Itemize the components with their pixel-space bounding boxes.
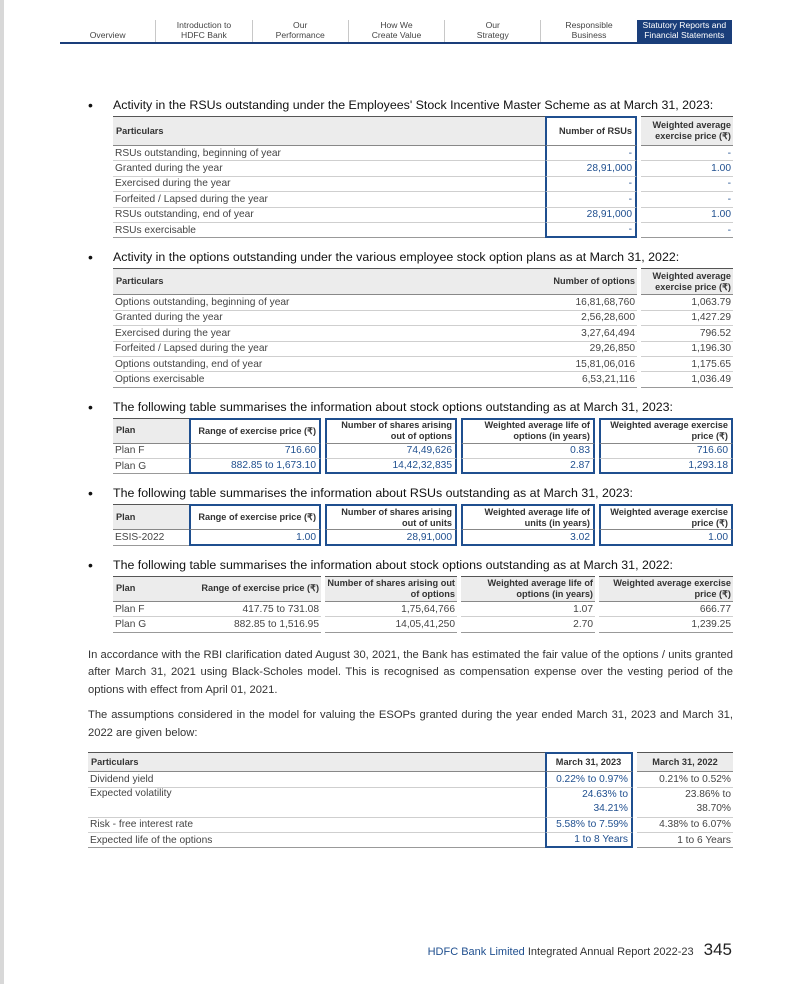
cell-shares: 14,42,32,835 xyxy=(325,459,457,474)
cell-plan: Plan G xyxy=(113,617,189,632)
tab-statutory-reports[interactable]: Statutory Reports and Financial Statements xyxy=(637,20,732,42)
row-label: Options outstanding, beginning of year xyxy=(113,295,545,310)
cell-2023: 1 to 8 Years xyxy=(545,833,633,848)
col-shares: Number of shares arising out of options xyxy=(325,418,457,444)
row-label: Granted during the year xyxy=(113,161,545,176)
section4-heading: • The following table summarises the information about RSUs outstanding as at March 31, 2023: xyxy=(88,486,733,500)
row-label: Dividend yield xyxy=(88,772,545,787)
cell-shares: 14,05,41,250 xyxy=(325,617,457,632)
cell-shares: 74,49,626 xyxy=(325,444,457,459)
assumptions-paragraph: The assumptions considered in the model for valuing the ESOPs granted during the year ended March 31, 2023 and March 31, 2022 are given below: xyxy=(88,709,733,739)
cell-number: 6,53,21,116 xyxy=(545,372,637,387)
cell-range: 882.85 to 1,516.95 xyxy=(189,617,321,632)
row-label: RSUs outstanding, beginning of year xyxy=(113,146,545,161)
col-life: Weighted average life of options (in years) xyxy=(461,576,595,602)
cell-2022: 4.38% to 6.07% xyxy=(637,818,733,833)
section1-heading: • Activity in the RSUs outstanding under the Employees' Stock Incentive Master Scheme as at March 31, 2023: xyxy=(88,98,733,112)
cell-number: 28,91,000 xyxy=(545,208,637,223)
table-row xyxy=(113,326,733,341)
cell-price: 796.52 xyxy=(641,326,733,341)
cell-life: 3.02 xyxy=(461,530,595,545)
table-row xyxy=(113,161,733,176)
row-label: Options exercisable xyxy=(113,372,545,387)
tab-create-value[interactable]: How We Create Value xyxy=(348,20,444,42)
cell-number: 2,56,28,600 xyxy=(545,311,637,326)
stock-options-2022-table xyxy=(113,576,733,633)
col-number-options: Number of options xyxy=(545,268,637,295)
table-row xyxy=(113,192,733,207)
table-header-row xyxy=(113,418,733,444)
col-march-2022: March 31, 2022 xyxy=(637,752,733,772)
cell-shares: 28,91,000 xyxy=(325,530,457,545)
cell-price: 1,427.29 xyxy=(641,311,733,326)
table-header-row xyxy=(113,504,733,530)
cell-2022: 1 to 6 Years xyxy=(637,833,733,848)
cell-range: 417.75 to 731.08 xyxy=(189,602,321,617)
tab-strategy[interactable]: Our Strategy xyxy=(444,20,540,42)
cell-price: 1,239.25 xyxy=(599,617,733,632)
col-shares: Number of shares arising out of units xyxy=(325,504,457,530)
table-row xyxy=(113,311,733,326)
row-label: Forfeited / Lapsed during the year xyxy=(113,192,545,207)
cell-range: 1.00 xyxy=(189,530,321,545)
cell-plan: Plan G xyxy=(113,459,189,474)
section5-heading: • The following table summarises the information about stock options outstanding as at March 31, 2022: xyxy=(88,558,733,572)
rsus-2023-table xyxy=(113,504,733,545)
cell-2023: 5.58% to 7.59% xyxy=(545,818,633,833)
row-label: Expected life of the options xyxy=(88,833,545,848)
page-number: 345 xyxy=(703,940,732,959)
cell-number: 15,81,06,016 xyxy=(545,357,637,372)
col-plan: Plan xyxy=(113,418,189,444)
cell-price: 716.60 xyxy=(599,444,733,459)
cell-2023: 0.22% to 0.97% xyxy=(545,772,633,787)
section2-heading: • Activity in the options outstanding under the various employee stock option plans as at March 31, 2022: xyxy=(88,250,733,264)
cell-price: - xyxy=(641,192,733,207)
table-row xyxy=(113,459,733,474)
table-header-row xyxy=(113,116,733,146)
stock-options-2023-table xyxy=(113,418,733,475)
cell-number: 28,91,000 xyxy=(545,161,637,176)
col-range: Range of exercise price (₹) xyxy=(189,418,321,444)
page-footer xyxy=(428,940,732,960)
col-plan: Plan xyxy=(113,504,189,530)
cell-life: 1.07 xyxy=(461,602,595,617)
cell-number: - xyxy=(545,177,637,192)
col-number-rsus: Number of RSUs xyxy=(545,116,637,146)
cell-price: 1,175.65 xyxy=(641,357,733,372)
col-life: Weighted average life of options (in years) xyxy=(461,418,595,444)
row-label: Options outstanding, end of year xyxy=(113,357,545,372)
cell-range: 716.60 xyxy=(189,444,321,459)
col-weighted-price: Weighted average exercise price (₹) xyxy=(641,116,733,146)
table-header-row xyxy=(113,576,733,602)
cell-price: 1,293.18 xyxy=(599,459,733,474)
tab-performance[interactable]: Our Performance xyxy=(252,20,348,42)
table-row xyxy=(113,342,733,357)
table-row xyxy=(113,530,733,545)
footer-report-title: Integrated Annual Report 2022-23 xyxy=(527,946,694,958)
table-row xyxy=(113,208,733,223)
row-label: Forfeited / Lapsed during the year xyxy=(113,342,545,357)
cell-shares: 1,75,64,766 xyxy=(325,602,457,617)
table-row xyxy=(113,444,733,459)
col-weighted-price: Weighted average exercise price (₹) xyxy=(641,268,733,295)
cell-2023: 24.63% to 34.21% xyxy=(545,788,633,818)
row-label: Risk - free interest rate xyxy=(88,818,545,833)
cell-range: 882.85 to 1,673.10 xyxy=(189,459,321,474)
table-row xyxy=(113,357,733,372)
cell-number: - xyxy=(545,223,637,238)
col-range: Range of exercise price (₹) xyxy=(189,504,321,530)
cell-price: 1.00 xyxy=(599,530,733,545)
col-range: Range of exercise price (₹) xyxy=(189,576,321,602)
table-row xyxy=(88,833,733,848)
cell-life: 0.83 xyxy=(461,444,595,459)
tab-overview[interactable]: Overview xyxy=(89,30,126,40)
col-particulars: Particulars xyxy=(88,752,545,772)
fair-value-paragraph: In accordance with the RBI clarification dated August 30, 2021, the Bank has estimated the fair value of the options / units granted after March 31, 2021 using Black-Scholes model. This is recognised as compensation expense over the vesting period of the options with effect from April 01, 2021. xyxy=(88,648,733,696)
table-row xyxy=(88,818,733,833)
col-march-2023: March 31, 2023 xyxy=(545,752,633,772)
cell-plan: Plan F xyxy=(113,602,189,617)
cell-number: - xyxy=(545,192,637,207)
table-row xyxy=(113,223,733,238)
table-row xyxy=(113,372,733,387)
cell-price: 1.00 xyxy=(641,208,733,223)
cell-number: - xyxy=(545,146,637,161)
table-row xyxy=(88,788,733,818)
footer-brand: HDFC Bank Limited xyxy=(427,946,525,958)
col-life: Weighted average life of units (in years) xyxy=(461,504,595,530)
assumptions-table xyxy=(88,752,733,848)
options-activity-2022-table xyxy=(113,268,733,387)
table-row xyxy=(113,602,733,617)
col-particulars: Particulars xyxy=(113,268,545,295)
section-nav xyxy=(60,20,732,44)
row-label: RSUs exercisable xyxy=(113,223,545,238)
cell-number: 16,81,68,760 xyxy=(545,295,637,310)
row-label: Exercised during the year xyxy=(113,326,545,341)
cell-life: 2.87 xyxy=(461,459,595,474)
table-header-row xyxy=(113,268,733,295)
col-price: Weighted average exercise price (₹) xyxy=(599,576,733,602)
cell-price: 1,196.30 xyxy=(641,342,733,357)
cell-plan: ESIS-2022 xyxy=(113,530,189,545)
cell-number: 3,27,64,494 xyxy=(545,326,637,341)
col-shares: Number of shares arising out of options xyxy=(325,576,457,602)
cell-price: 1,036.49 xyxy=(641,372,733,387)
cell-price: - xyxy=(641,146,733,161)
cell-2022: 23.86% to 38.70% xyxy=(637,788,733,818)
cell-price: - xyxy=(641,177,733,192)
row-label: Exercised during the year xyxy=(113,177,545,192)
cell-price: 1,063.79 xyxy=(641,295,733,310)
cell-price: 1.00 xyxy=(641,161,733,176)
col-price: Weighted average exercise price (₹) xyxy=(599,504,733,530)
tab-introduction[interactable]: Introduction to HDFC Bank xyxy=(155,20,251,42)
page-content xyxy=(88,98,733,848)
table-row xyxy=(88,772,733,787)
col-plan: Plan xyxy=(113,576,189,602)
cell-price: 666.77 xyxy=(599,602,733,617)
cell-life: 2.70 xyxy=(461,617,595,632)
row-label: RSUs outstanding, end of year xyxy=(113,208,545,223)
cell-plan: Plan F xyxy=(113,444,189,459)
row-label: Granted during the year xyxy=(113,311,545,326)
tab-responsible-business[interactable]: Responsible Business xyxy=(540,20,636,42)
table-header-row xyxy=(88,752,733,772)
table-row xyxy=(113,617,733,632)
rsu-activity-2023-table xyxy=(113,116,733,238)
col-price: Weighted average exercise price (₹) xyxy=(599,418,733,444)
col-particulars: Particulars xyxy=(113,116,545,146)
page-edge-bar xyxy=(0,0,4,984)
table-row xyxy=(113,146,733,161)
cell-number: 29,26,850 xyxy=(545,342,637,357)
cell-price: - xyxy=(641,223,733,238)
section3-heading: • The following table summarises the information about stock options outstanding as at March 31, 2023: xyxy=(88,400,733,414)
row-label: Expected volatility xyxy=(88,788,545,818)
table-row xyxy=(113,295,733,310)
table-row xyxy=(113,177,733,192)
cell-2022: 0.21% to 0.52% xyxy=(637,772,733,787)
